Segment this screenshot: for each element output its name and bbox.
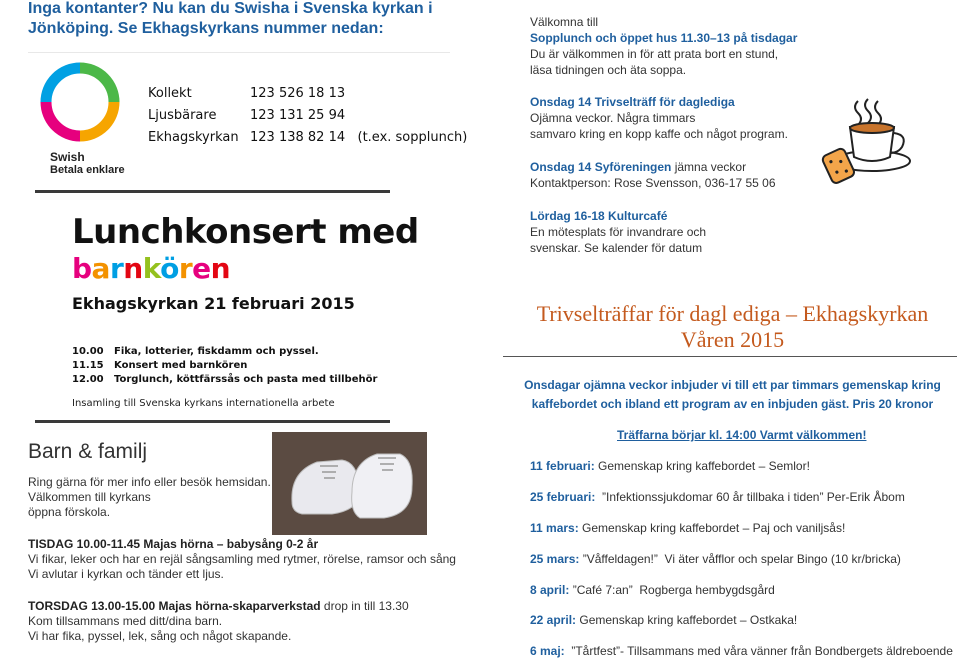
event-date: 6 maj: bbox=[530, 644, 565, 658]
culture-cafe-block bbox=[530, 208, 706, 256]
swish-brand: Swish bbox=[50, 150, 85, 164]
block-heading: Onsdag 14 Trivselträff för daglediga bbox=[530, 95, 735, 109]
event-text: Gemenskap kring kaffebordet – Semlor! bbox=[594, 459, 810, 473]
family-section-title: Barn & familj bbox=[28, 440, 148, 463]
schedule-time: 11.15 bbox=[72, 360, 104, 371]
concert-choir-name bbox=[72, 252, 230, 285]
choir-letter: n bbox=[210, 252, 231, 285]
block-heading: Lördag 16-18 Kulturcafé bbox=[530, 209, 668, 223]
schedule-item bbox=[72, 360, 247, 371]
account-number: 123 138 82 14 (t.ex. sopplunch) bbox=[250, 130, 468, 145]
block-heading: Onsdag 14 Syföreningen bbox=[530, 160, 672, 174]
choir-letter: r bbox=[109, 252, 124, 285]
event-text: ”Café 7:an” Rogberga hembygdsgård bbox=[569, 583, 775, 597]
account-name: Ljusbärare bbox=[148, 108, 217, 123]
account-number: 123 526 18 13 bbox=[250, 86, 346, 101]
choir-letter: ö bbox=[160, 252, 179, 285]
event-date: 11 mars: bbox=[530, 521, 579, 535]
trivsel-section-title bbox=[505, 301, 960, 353]
text-line: Vi fikar, leker och har en rejäl sångsamling med rytmer, rörelse, ramsor och sång bbox=[28, 552, 456, 566]
choir-letter: a bbox=[91, 252, 110, 285]
text-line: Vi avlutar i kyrkan och tänder ett ljus. bbox=[28, 567, 224, 581]
text-line: samvaro kring en kopp kaffe och något program. bbox=[530, 127, 788, 141]
schedule-text: Konsert med barnkören bbox=[114, 360, 248, 371]
sewing-block bbox=[530, 159, 776, 191]
soup-lunch-block bbox=[530, 14, 797, 78]
activity-heading-note: drop in till 13.30 bbox=[320, 599, 409, 613]
text-line: Välkommen till kyrkans bbox=[28, 490, 151, 504]
event-date: 11 februari: bbox=[530, 459, 595, 473]
text-line: jämna veckor bbox=[671, 160, 747, 174]
choir-letter: r bbox=[178, 252, 193, 285]
text-line: kaffebordet och ibland ett program av en inbjuden gäst. Pris 20 kronor bbox=[531, 397, 934, 411]
event-text: ”Tårtfest”- Tillsammans med våra vänner från Bondbergets äldreboende bbox=[564, 644, 953, 658]
event-text: Gemenskap kring kaffebordet – Ostkaka! bbox=[576, 613, 798, 627]
event-date: 25 mars: bbox=[530, 552, 580, 566]
title-line: Våren 2015 bbox=[680, 327, 785, 352]
swish-heading-line: Jönköping. Se Ekhagskyrkans nummer nedan: bbox=[28, 20, 384, 37]
text-line: Onsdagar ojämna veckor inbjuder vi till ett par timmars gemenskap kring bbox=[524, 378, 941, 392]
divider bbox=[28, 52, 450, 53]
choir-letter: e bbox=[192, 252, 211, 285]
contact-line: Kontaktperson: Rose Svensson, 036-17 55 06 bbox=[530, 176, 776, 190]
activity-heading: TISDAG 10.00-11.45 Majas hörna – babysång 0-2 år bbox=[28, 537, 319, 551]
trivsel-intro bbox=[505, 376, 960, 414]
trivsel-block bbox=[530, 94, 788, 142]
event-text: Gemenskap kring kaffebordet – Paj och vaniljsås! bbox=[578, 521, 846, 535]
event-text: ”Våffeldagen!” Vi äter våfflor och spelar Bingo (10 kr/bricka) bbox=[579, 552, 901, 566]
schedule-time: 12.00 bbox=[72, 374, 104, 385]
baby-shoes-photo bbox=[272, 432, 427, 535]
divider bbox=[503, 356, 957, 357]
concert-title: Lunchkonsert med bbox=[72, 212, 419, 252]
family-intro bbox=[28, 475, 271, 520]
text-line: Du är välkommen in för att prata bort en stund, bbox=[530, 47, 779, 61]
event-item bbox=[530, 521, 845, 535]
event-item bbox=[530, 613, 797, 627]
text-line: svenskar. Se kalender för datum bbox=[530, 241, 703, 255]
swish-tagline: Betala enklare bbox=[50, 164, 125, 176]
start-time-note: Träffarna börjar kl. 14:00 Varmt välkommen! bbox=[617, 428, 867, 442]
schedule-item bbox=[72, 346, 319, 357]
text-line: Vi har fika, pyssel, lek, sång och något skapande. bbox=[28, 629, 292, 643]
thursday-activity bbox=[28, 599, 409, 644]
swish-heading-line: Inga kontanter? Nu kan du Swisha i Svenska kyrkan i bbox=[28, 0, 433, 17]
text-line: Ojämna veckor. Några timmars bbox=[530, 111, 696, 125]
event-date: 25 februari: bbox=[530, 490, 596, 504]
account-name: Kollekt bbox=[148, 86, 192, 101]
concert-location-date: Ekhagskyrkan 21 februari 2015 bbox=[72, 294, 355, 313]
activity-heading: TORSDAG 13.00-15.00 Majas hörna-skaparverkstad bbox=[28, 599, 321, 613]
text-line: En mötesplats för invandrare och bbox=[530, 225, 707, 239]
swish-logo-icon bbox=[40, 62, 120, 142]
event-item bbox=[530, 490, 905, 504]
choir-letter: k bbox=[142, 252, 161, 285]
event-item bbox=[530, 459, 810, 473]
event-item bbox=[530, 552, 901, 566]
text-line: Välkomna till bbox=[530, 15, 599, 29]
text-line: Kom tillsammans med ditt/dina barn. bbox=[28, 614, 223, 628]
text-line: Ring gärna för mer info eller besök hemsidan. bbox=[28, 475, 271, 489]
schedule-text: Fika, lotterier, fiskdamm och pyssel. bbox=[114, 346, 319, 357]
coffee-cup-icon bbox=[820, 95, 915, 185]
event-date: 22 april: bbox=[530, 613, 577, 627]
divider bbox=[35, 190, 390, 193]
event-date: 8 april: bbox=[530, 583, 570, 597]
event-text: ”Infektionssjukdomar 60 år tillbaka i tiden” Per-Erik Åbom bbox=[595, 490, 905, 504]
choir-letter: n bbox=[123, 252, 143, 285]
title-line: Trivselträffar för dagl ediga – Ekhagskyrkan bbox=[536, 301, 929, 326]
schedule-text: Torglunch, köttfärssås och pasta med tillbehör bbox=[114, 374, 378, 385]
text-line: läsa tidningen och äta soppa. bbox=[530, 63, 687, 77]
schedule-item bbox=[72, 374, 377, 385]
text-line: öppna förskola. bbox=[28, 505, 111, 519]
event-item bbox=[530, 583, 775, 597]
divider bbox=[35, 420, 390, 423]
collection-note: Insamling till Svenska kyrkans internationella arbete bbox=[72, 398, 335, 409]
schedule-time: 10.00 bbox=[72, 346, 104, 357]
block-heading: Sopplunch och öppet hus 11.30–13 på tisdagar bbox=[530, 31, 798, 45]
swish-heading bbox=[28, 0, 448, 39]
event-item bbox=[530, 644, 953, 658]
choir-letter: b bbox=[72, 252, 92, 285]
account-number: 123 131 25 94 bbox=[250, 108, 346, 123]
account-name: Ekhagskyrkan bbox=[148, 130, 239, 145]
tuesday-activity bbox=[28, 537, 456, 582]
